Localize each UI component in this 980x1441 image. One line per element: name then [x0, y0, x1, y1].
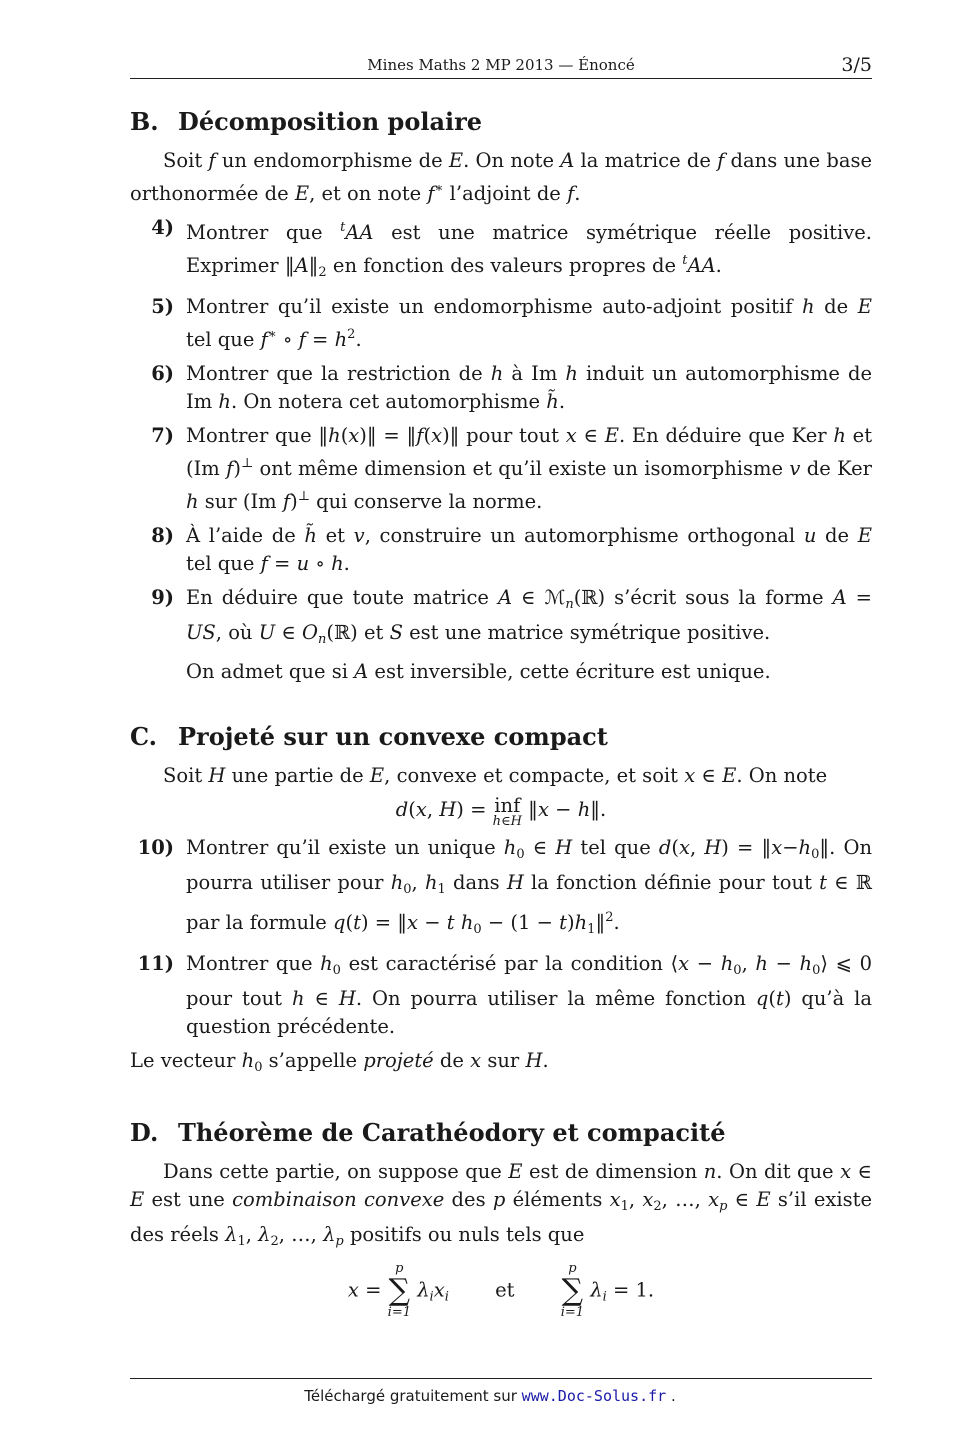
question-4: 4) Montrer que $^t$AA est une matrice symétrique réelle positive. Exprimer $‖A‖_2$ en fonction des valeurs propres de $^t$AA. [151, 216, 872, 280]
section-heading-b: B. Décomposition polaire [130, 107, 483, 136]
question-6: 6) Montrer que la restriction de h à Im h induit un automorphisme de Im h. On notera cet automorphisme h̃. [151, 362, 872, 413]
question-9: 9) En déduire que toute matrice A ∈ ℳ$_n$(ℝ) s’écrit sous la forme A = US, où U ∈ $O_n(ℝ)$ et S est une matrice symétrique positive. On admet que si A est inversible, cette écriture est unique. [151, 586, 872, 683]
paragraph: Le vecteur $h_0$ s’appelle projeté de x sur H. [130, 1049, 549, 1075]
footer-divider [130, 1378, 872, 1379]
header-title: Mines Maths 2 MP 2013 — Énoncé [367, 56, 635, 74]
display-equation: x = p ∑ i=1 $\lambda_ix_i$ et p ∑ i=1 $\lambda_i = 1$. [347, 1261, 655, 1320]
paragraph: Dans cette partie, on suppose que E est de dimension n. On dit que x ∈ E est une combinaison convexe des p éléments $x_1$, $x_2$, …, $x_p$ ∈ E s’il existe des réels $\lambda_1$, $\lambda_2$, …, $\lambda_p$ positifs ou nuls tels que [130, 1160, 872, 1249]
question-7: 7) Montrer que ‖h(x)‖ = ‖f(x)‖ pour tout x ∈ E. En déduire que Ker h et (Im f)⊥ ont même dimension et qu’il existe un isomorphisme v de Ker h sur (Im f)⊥ qui conserve la norme. [151, 424, 873, 513]
paragraph: Soit H une partie de E, convexe et compacte, et soit x ∈ E. On note [163, 764, 828, 787]
question-11: 11) Montrer que $h_0$ est caractérisé par la condition ⟨x − $h_0$, $h - h_0⟩$ ⩽ 0 pour tout h ∈ H. On pourra utiliser la même fonction q(t) qu’à la question précédente. [137, 952, 873, 1038]
footer-end: . [670, 1387, 676, 1405]
question-8: 8) À l’aide de h̃ et v, construire un automorphisme orthogonal u de E tel que f = u ∘ h. [151, 524, 872, 575]
page-number: 3/5 [841, 54, 872, 76]
section-heading-c: C. Projeté sur un convexe compact [130, 722, 608, 751]
section-heading-d: D. Théorème de Carathéodory et compacité [130, 1118, 726, 1147]
document-body [130, 105, 872, 1326]
question-10: 10) Montrer qu’il existe un unique $h_0$ ∈ H tel que d(x, $H) = ‖x-h_0‖$. On pourra utiliser pour $h_0$, $h_1$ dans H la fonction définie pour tout t ∈ ℝ par la formule q(t) = ‖x − t $h_0 - (1$ − $t)h_1‖^2$. [137, 836, 872, 937]
paragraph: Soit f un endomorphisme de E. On note A la matrice de f dans une base orthonormée de E, et on note f∗ l’adjoint de f. [130, 149, 873, 205]
page-header [130, 54, 872, 79]
page-footer [0, 1387, 980, 1405]
footer-text: Téléchargé gratuitement sur [304, 1387, 517, 1405]
question-5: 5) Montrer qu’il existe un endomorphisme auto-adjoint positif h de E tel que f∗ ∘ $f = h^2$. [151, 295, 873, 351]
footer-link[interactable]: www.Doc-Solus.fr [521, 1387, 667, 1405]
display-equation: d(x, H) = inf h∈H ‖x − h‖. [395, 794, 607, 829]
